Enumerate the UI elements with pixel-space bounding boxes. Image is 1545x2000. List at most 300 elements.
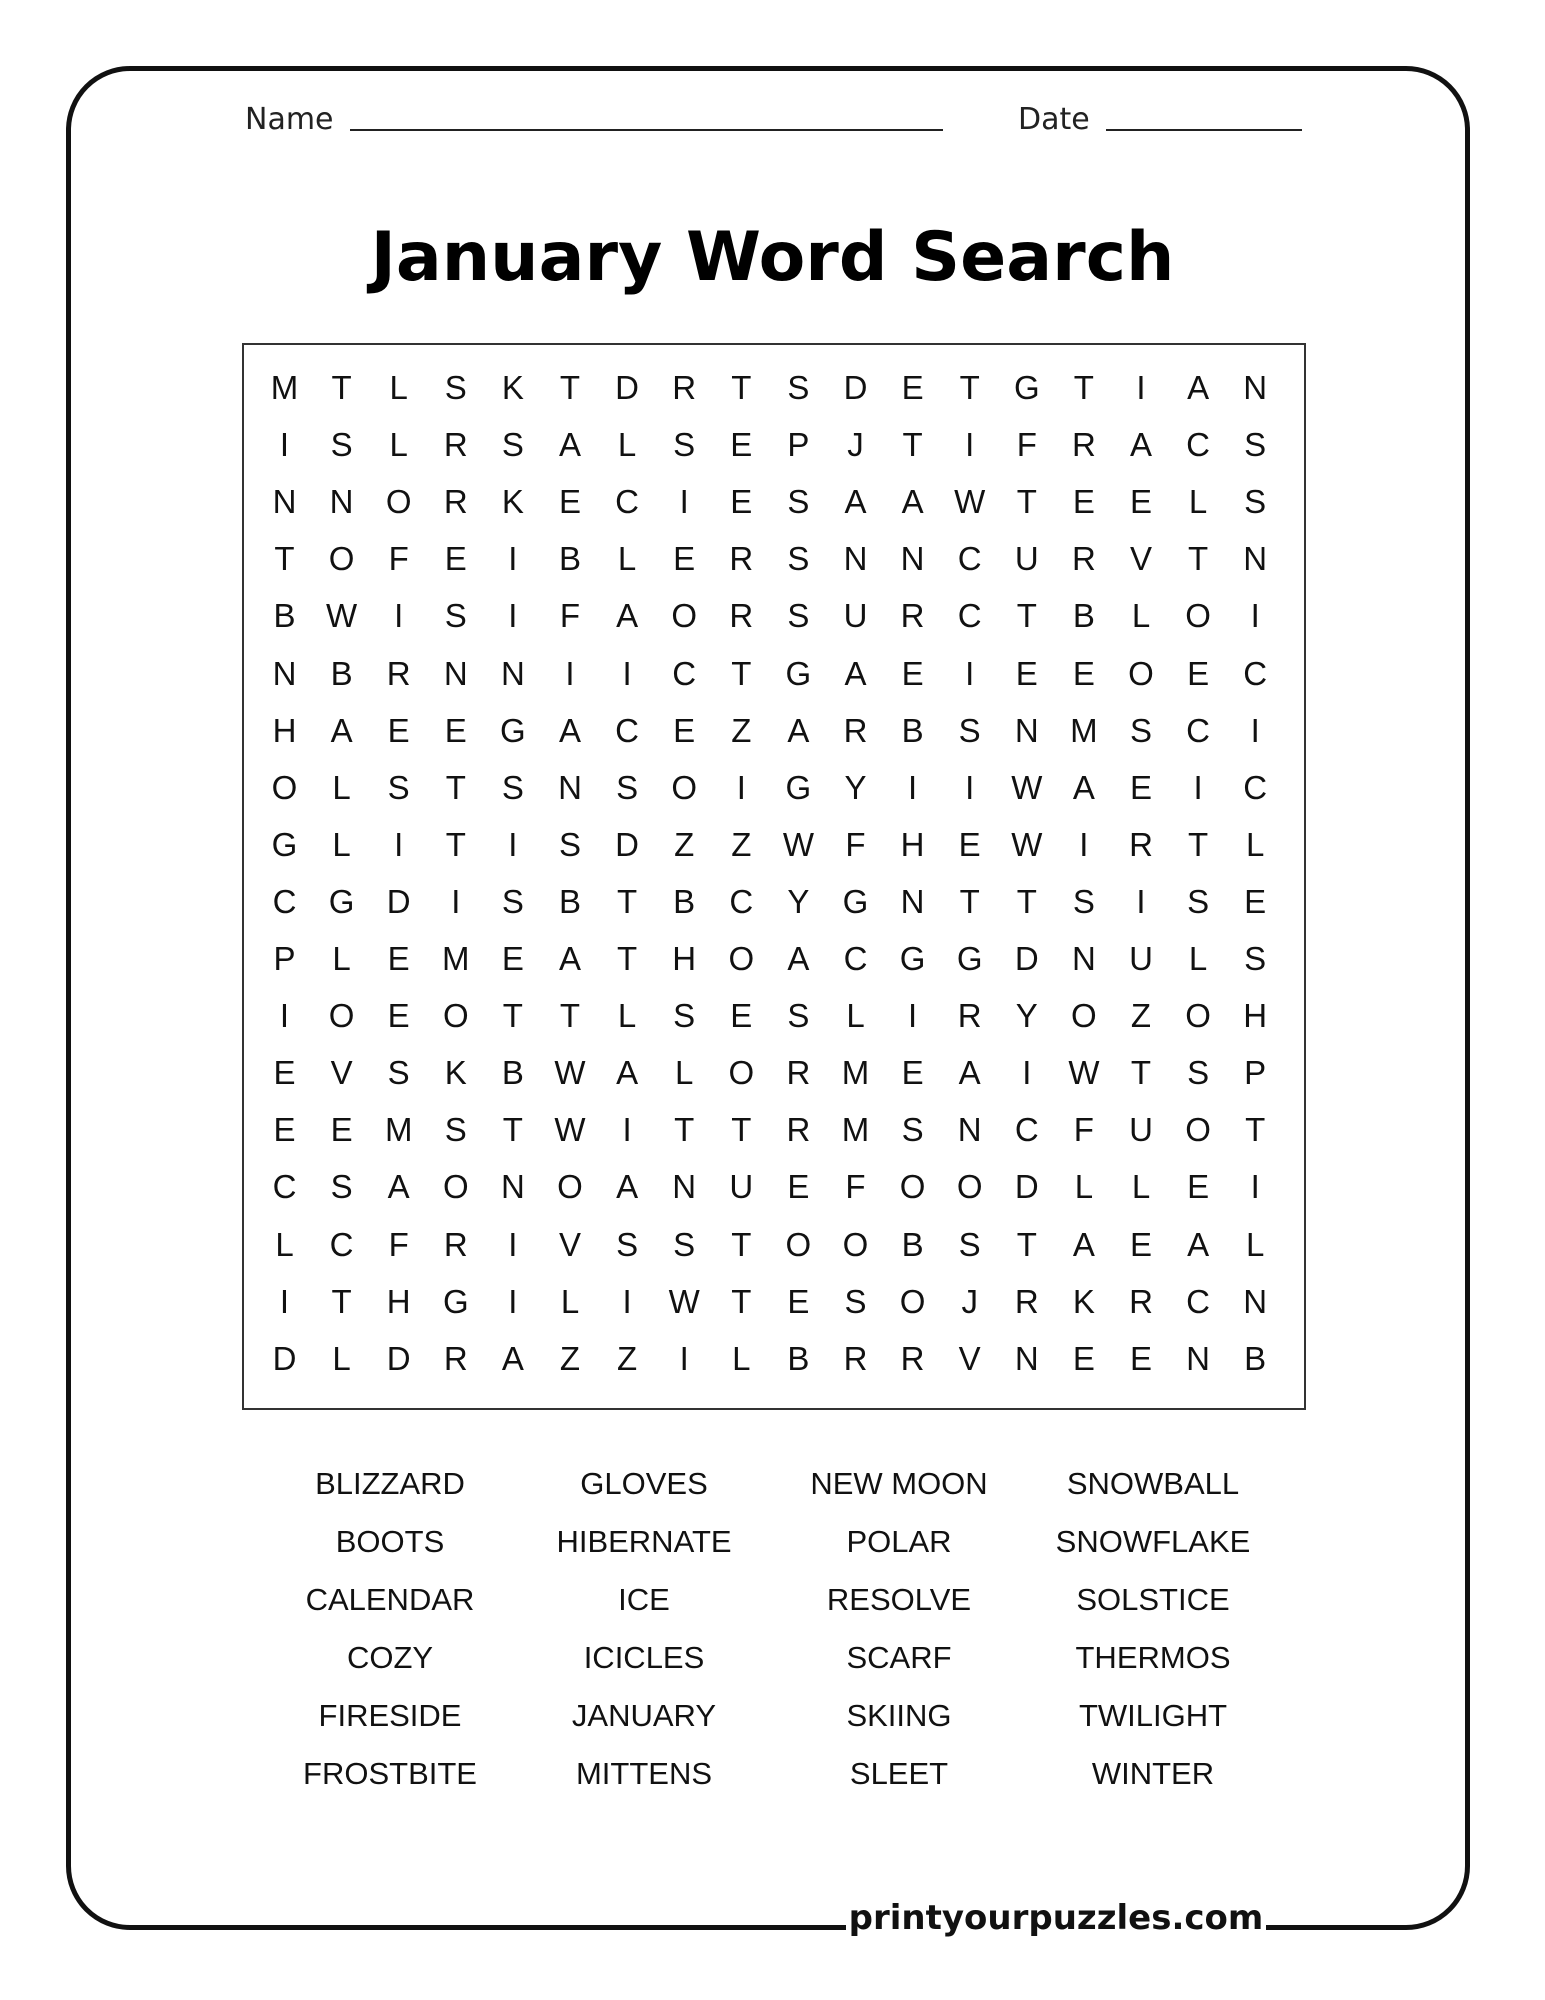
- grid-letter[interactable]: A: [616, 1168, 639, 1206]
- grid-letter[interactable]: E: [901, 654, 924, 692]
- grid-letter[interactable]: I: [1250, 1168, 1260, 1206]
- grid-letter[interactable]: L: [1188, 483, 1208, 521]
- grid-letter[interactable]: O: [899, 1282, 926, 1320]
- grid-letter[interactable]: A: [501, 1339, 524, 1377]
- grid-letter[interactable]: E: [901, 369, 924, 406]
- grid-letter[interactable]: T: [1245, 1111, 1266, 1149]
- grid-letter[interactable]: I: [508, 540, 518, 578]
- grid-letter[interactable]: G: [785, 768, 812, 806]
- grid-letter[interactable]: E: [444, 540, 467, 578]
- grid-letter[interactable]: E: [273, 1111, 296, 1149]
- grid-letter[interactable]: T: [731, 369, 752, 406]
- grid-letter[interactable]: O: [671, 597, 698, 635]
- grid-letter[interactable]: Z: [731, 711, 752, 749]
- grid-letter[interactable]: I: [279, 426, 290, 464]
- grid-letter[interactable]: I: [622, 1111, 632, 1149]
- grid-letter[interactable]: I: [508, 1282, 518, 1320]
- grid-letter[interactable]: A: [844, 654, 867, 692]
- grid-letter[interactable]: U: [1129, 1111, 1153, 1149]
- grid-letter[interactable]: T: [1073, 369, 1094, 406]
- grid-letter[interactable]: S: [844, 1282, 867, 1320]
- grid-letter[interactable]: T: [502, 1111, 523, 1149]
- grid-letter[interactable]: S: [330, 426, 353, 464]
- grid-letter[interactable]: L: [1074, 1168, 1094, 1206]
- grid-letter[interactable]: I: [279, 997, 290, 1035]
- grid-letter[interactable]: J: [961, 1282, 978, 1320]
- grid-letter[interactable]: D: [843, 369, 868, 406]
- grid-letter[interactable]: I: [394, 597, 404, 635]
- grid-letter[interactable]: O: [785, 1225, 812, 1263]
- grid-letter[interactable]: W: [1011, 825, 1043, 863]
- grid-letter[interactable]: T: [1188, 540, 1209, 578]
- grid-letter[interactable]: E: [730, 426, 753, 464]
- grid-letter[interactable]: L: [617, 540, 637, 578]
- grid-letter[interactable]: Z: [1130, 997, 1152, 1035]
- grid-letter[interactable]: G: [442, 1282, 469, 1320]
- grid-letter[interactable]: A: [616, 1054, 639, 1092]
- grid-letter[interactable]: K: [1072, 1282, 1095, 1320]
- grid-letter[interactable]: O: [557, 1168, 583, 1206]
- grid-letter[interactable]: N: [558, 768, 582, 806]
- grid-letter[interactable]: T: [1016, 483, 1037, 521]
- grid-letter[interactable]: D: [272, 1339, 297, 1377]
- grid-letter[interactable]: O: [956, 1168, 983, 1206]
- grid-letter[interactable]: C: [1243, 654, 1268, 692]
- grid-letter[interactable]: T: [1130, 1054, 1152, 1092]
- grid-letter[interactable]: L: [1131, 1168, 1151, 1206]
- grid-letter[interactable]: T: [445, 825, 466, 863]
- grid-letter[interactable]: H: [386, 1282, 411, 1320]
- grid-letter[interactable]: E: [673, 540, 696, 578]
- grid-letter[interactable]: R: [900, 597, 925, 635]
- grid-letter[interactable]: I: [965, 426, 975, 464]
- grid-letter[interactable]: L: [846, 997, 865, 1035]
- grid-letter[interactable]: N: [1014, 1339, 1039, 1377]
- name-field-line[interactable]: [350, 129, 943, 131]
- grid-letter[interactable]: S: [1129, 711, 1152, 749]
- grid-letter[interactable]: I: [679, 483, 689, 521]
- grid-letter[interactable]: G: [1013, 369, 1040, 406]
- grid-letter[interactable]: L: [332, 825, 351, 863]
- grid-letter[interactable]: L: [617, 997, 637, 1035]
- grid-letter[interactable]: A: [558, 426, 581, 464]
- grid-letter[interactable]: T: [1016, 882, 1037, 920]
- grid-letter[interactable]: F: [845, 1168, 866, 1206]
- grid-letter[interactable]: A: [1129, 426, 1152, 464]
- grid-letter[interactable]: U: [729, 1168, 754, 1206]
- grid-letter[interactable]: T: [731, 1225, 752, 1263]
- grid-letter[interactable]: U: [843, 597, 868, 635]
- grid-letter[interactable]: Z: [731, 825, 752, 863]
- grid-letter[interactable]: O: [728, 1054, 755, 1092]
- grid-letter[interactable]: E: [1129, 483, 1152, 521]
- grid-letter[interactable]: M: [841, 1111, 870, 1149]
- grid-letter[interactable]: T: [445, 768, 466, 806]
- grid-letter[interactable]: C: [272, 882, 297, 920]
- grid-letter[interactable]: C: [1186, 426, 1211, 464]
- grid-letter[interactable]: G: [842, 882, 869, 920]
- grid-letter[interactable]: O: [671, 768, 698, 806]
- grid-letter[interactable]: O: [442, 997, 469, 1035]
- grid-letter[interactable]: A: [787, 940, 810, 977]
- grid-letter[interactable]: U: [1129, 940, 1153, 977]
- grid-letter[interactable]: R: [1129, 1282, 1153, 1320]
- grid-letter[interactable]: E: [730, 483, 753, 521]
- grid-letter[interactable]: H: [1243, 997, 1268, 1035]
- grid-letter[interactable]: C: [1014, 1111, 1039, 1149]
- grid-letter[interactable]: W: [782, 825, 814, 863]
- grid-letter[interactable]: M: [270, 369, 299, 406]
- grid-letter[interactable]: C: [1186, 711, 1211, 749]
- grid-letter[interactable]: I: [279, 1282, 290, 1320]
- grid-letter[interactable]: T: [617, 882, 638, 920]
- grid-letter[interactable]: N: [672, 1168, 697, 1206]
- grid-letter[interactable]: S: [387, 1054, 410, 1092]
- grid-letter[interactable]: I: [679, 1339, 689, 1377]
- grid-letter[interactable]: C: [957, 597, 982, 635]
- grid-letter[interactable]: O: [271, 768, 298, 806]
- grid-letter[interactable]: E: [387, 940, 410, 977]
- grid-letter[interactable]: I: [965, 654, 975, 692]
- grid-letter[interactable]: Z: [559, 1339, 581, 1377]
- grid-letter[interactable]: E: [444, 711, 467, 749]
- grid-letter[interactable]: R: [672, 369, 697, 406]
- grid-letter[interactable]: O: [728, 940, 755, 977]
- grid-letter[interactable]: B: [558, 540, 581, 578]
- grid-letter[interactable]: N: [500, 1168, 525, 1206]
- grid-letter[interactable]: E: [1129, 768, 1152, 806]
- grid-letter[interactable]: R: [957, 997, 982, 1035]
- grid-letter[interactable]: E: [787, 1282, 810, 1320]
- grid-letter[interactable]: S: [616, 1225, 639, 1263]
- grid-letter[interactable]: L: [560, 1282, 580, 1320]
- grid-letter[interactable]: C: [1243, 768, 1268, 806]
- grid-letter[interactable]: E: [330, 1111, 353, 1149]
- grid-letter[interactable]: F: [1073, 1111, 1094, 1149]
- grid-letter[interactable]: G: [271, 825, 298, 863]
- grid-letter[interactable]: R: [729, 597, 754, 635]
- grid-letter[interactable]: W: [326, 597, 358, 635]
- grid-letter[interactable]: N: [443, 654, 468, 692]
- grid-letter[interactable]: S: [673, 997, 696, 1035]
- grid-letter[interactable]: I: [508, 597, 518, 635]
- grid-letter[interactable]: W: [1011, 768, 1043, 806]
- grid-letter[interactable]: I: [508, 1225, 518, 1263]
- grid-letter[interactable]: T: [559, 997, 581, 1035]
- grid-letter[interactable]: I: [1136, 369, 1146, 406]
- grid-letter[interactable]: S: [501, 768, 524, 806]
- grid-letter[interactable]: S: [1072, 882, 1095, 920]
- grid-letter[interactable]: V: [330, 1054, 353, 1092]
- grid-letter[interactable]: O: [328, 997, 355, 1035]
- grid-letter[interactable]: Z: [617, 1339, 638, 1377]
- grid-letter[interactable]: C: [843, 940, 868, 977]
- grid-letter[interactable]: A: [787, 711, 810, 749]
- grid-letter[interactable]: O: [1185, 997, 1211, 1035]
- grid-letter[interactable]: W: [954, 483, 986, 521]
- grid-letter[interactable]: M: [1070, 711, 1098, 749]
- grid-letter[interactable]: L: [1246, 825, 1265, 863]
- grid-letter[interactable]: L: [1246, 1225, 1265, 1263]
- grid-letter[interactable]: S: [958, 711, 981, 749]
- grid-letter[interactable]: N: [1014, 711, 1039, 749]
- grid-letter[interactable]: I: [622, 1282, 632, 1320]
- grid-letter[interactable]: N: [843, 540, 868, 578]
- grid-letter[interactable]: T: [502, 997, 523, 1035]
- grid-letter[interactable]: O: [385, 483, 412, 521]
- grid-letter[interactable]: G: [328, 882, 355, 920]
- grid-letter[interactable]: E: [1187, 654, 1210, 692]
- grid-letter[interactable]: T: [674, 1111, 695, 1149]
- grid-letter[interactable]: R: [786, 1111, 811, 1149]
- grid-letter[interactable]: N: [1186, 1339, 1211, 1377]
- grid-letter[interactable]: E: [1072, 1339, 1095, 1377]
- grid-letter[interactable]: F: [845, 825, 866, 863]
- grid-letter[interactable]: O: [1071, 997, 1097, 1035]
- grid-letter[interactable]: G: [956, 940, 983, 977]
- grid-letter[interactable]: D: [615, 369, 640, 406]
- grid-letter[interactable]: R: [1129, 825, 1153, 863]
- grid-letter[interactable]: C: [957, 540, 982, 578]
- grid-letter[interactable]: I: [965, 768, 975, 806]
- grid-letter[interactable]: K: [501, 369, 524, 406]
- grid-letter[interactable]: E: [1072, 483, 1095, 521]
- grid-letter[interactable]: A: [330, 711, 353, 749]
- grid-letter[interactable]: A: [844, 483, 867, 521]
- grid-letter[interactable]: C: [672, 654, 697, 692]
- grid-letter[interactable]: L: [732, 1339, 751, 1377]
- grid-letter[interactable]: E: [958, 825, 981, 863]
- grid-letter[interactable]: B: [273, 597, 296, 635]
- grid-letter[interactable]: S: [787, 997, 810, 1035]
- grid-letter[interactable]: G: [785, 654, 812, 692]
- grid-letter[interactable]: A: [387, 1168, 410, 1206]
- grid-letter[interactable]: R: [443, 1339, 468, 1377]
- grid-letter[interactable]: S: [1187, 1054, 1210, 1092]
- grid-letter[interactable]: R: [786, 1054, 811, 1092]
- grid-letter[interactable]: C: [272, 1168, 297, 1206]
- grid-letter[interactable]: L: [389, 369, 408, 406]
- grid-letter[interactable]: V: [1129, 540, 1152, 578]
- grid-letter[interactable]: V: [558, 1225, 581, 1263]
- grid-letter[interactable]: S: [787, 597, 810, 635]
- grid-letter[interactable]: T: [1016, 1225, 1037, 1263]
- grid-letter[interactable]: S: [558, 825, 581, 863]
- grid-letter[interactable]: S: [616, 768, 639, 806]
- grid-letter[interactable]: O: [442, 1168, 469, 1206]
- grid-letter[interactable]: R: [386, 654, 411, 692]
- grid-letter[interactable]: F: [559, 597, 581, 635]
- grid-letter[interactable]: I: [394, 825, 404, 863]
- grid-letter[interactable]: U: [1014, 540, 1039, 578]
- grid-letter[interactable]: S: [958, 1225, 981, 1263]
- grid-letter[interactable]: B: [901, 1225, 924, 1263]
- grid-letter[interactable]: Y: [1015, 997, 1038, 1035]
- grid-letter[interactable]: N: [1243, 1282, 1268, 1320]
- grid-letter[interactable]: A: [958, 1054, 981, 1092]
- grid-letter[interactable]: T: [1188, 825, 1209, 863]
- grid-letter[interactable]: H: [672, 940, 697, 977]
- grid-letter[interactable]: T: [959, 882, 980, 920]
- grid-letter[interactable]: S: [330, 1168, 353, 1206]
- grid-letter[interactable]: R: [843, 1339, 868, 1377]
- grid-letter[interactable]: L: [1188, 940, 1208, 977]
- grid-letter[interactable]: R: [1014, 1282, 1039, 1320]
- grid-letter[interactable]: T: [959, 369, 980, 406]
- grid-letter[interactable]: C: [729, 882, 754, 920]
- grid-letter[interactable]: N: [272, 483, 297, 521]
- grid-letter[interactable]: A: [558, 711, 581, 749]
- grid-letter[interactable]: J: [847, 426, 864, 464]
- grid-letter[interactable]: H: [272, 711, 297, 749]
- grid-letter[interactable]: S: [1244, 940, 1267, 977]
- grid-letter[interactable]: O: [1185, 597, 1211, 635]
- grid-letter[interactable]: P: [273, 940, 296, 977]
- grid-letter[interactable]: E: [730, 997, 753, 1035]
- grid-letter[interactable]: P: [787, 426, 810, 464]
- grid-letter[interactable]: G: [899, 940, 926, 977]
- grid-letter[interactable]: F: [1016, 426, 1037, 464]
- grid-letter[interactable]: E: [501, 940, 524, 977]
- grid-letter[interactable]: B: [501, 1054, 524, 1092]
- grid-letter[interactable]: E: [1129, 1225, 1152, 1263]
- grid-letter[interactable]: I: [565, 654, 575, 692]
- grid-letter[interactable]: B: [673, 882, 696, 920]
- grid-letter[interactable]: O: [1128, 654, 1154, 692]
- grid-letter[interactable]: H: [900, 825, 925, 863]
- grid-letter[interactable]: I: [622, 654, 632, 692]
- grid-letter[interactable]: I: [451, 882, 461, 920]
- grid-letter[interactable]: Z: [674, 825, 695, 863]
- grid-letter[interactable]: L: [617, 426, 637, 464]
- grid-letter[interactable]: L: [675, 1054, 694, 1092]
- grid-letter[interactable]: B: [1244, 1339, 1267, 1377]
- grid-letter[interactable]: N: [957, 1111, 982, 1149]
- grid-letter[interactable]: T: [731, 654, 752, 692]
- grid-letter[interactable]: L: [332, 940, 351, 977]
- grid-letter[interactable]: K: [501, 483, 524, 521]
- grid-letter[interactable]: S: [787, 540, 810, 578]
- grid-letter[interactable]: S: [787, 369, 810, 406]
- grid-letter[interactable]: R: [900, 1339, 925, 1377]
- grid-letter[interactable]: O: [899, 1168, 926, 1206]
- grid-letter[interactable]: I: [1079, 825, 1089, 863]
- grid-letter[interactable]: B: [330, 654, 353, 692]
- grid-letter[interactable]: I: [1250, 597, 1260, 635]
- grid-letter[interactable]: I: [736, 768, 746, 806]
- grid-letter[interactable]: C: [615, 711, 640, 749]
- grid-letter[interactable]: D: [386, 882, 411, 920]
- grid-letter[interactable]: D: [615, 825, 640, 863]
- grid-letter[interactable]: N: [1071, 940, 1096, 977]
- grid-letter[interactable]: T: [731, 1282, 752, 1320]
- grid-letter[interactable]: I: [908, 768, 918, 806]
- grid-letter[interactable]: G: [500, 711, 526, 749]
- grid-letter[interactable]: E: [558, 483, 581, 521]
- grid-letter[interactable]: E: [273, 1054, 296, 1092]
- grid-letter[interactable]: A: [1187, 369, 1210, 406]
- grid-letter[interactable]: A: [1187, 1225, 1210, 1263]
- grid-letter[interactable]: A: [616, 597, 639, 635]
- grid-letter[interactable]: R: [843, 711, 868, 749]
- grid-letter[interactable]: N: [900, 882, 925, 920]
- grid-letter[interactable]: R: [443, 426, 468, 464]
- grid-letter[interactable]: B: [558, 882, 581, 920]
- grid-letter[interactable]: N: [1243, 540, 1268, 578]
- grid-letter[interactable]: E: [387, 711, 410, 749]
- grid-letter[interactable]: E: [787, 1168, 810, 1206]
- grid-letter[interactable]: T: [331, 1282, 352, 1320]
- grid-letter[interactable]: V: [958, 1339, 981, 1377]
- grid-letter[interactable]: L: [1131, 597, 1151, 635]
- grid-letter[interactable]: Y: [844, 768, 867, 806]
- grid-letter[interactable]: A: [558, 940, 581, 977]
- grid-letter[interactable]: O: [1185, 1111, 1211, 1149]
- grid-letter[interactable]: E: [1015, 654, 1038, 692]
- grid-letter[interactable]: P: [1244, 1054, 1267, 1092]
- grid-letter[interactable]: W: [554, 1111, 586, 1149]
- grid-letter[interactable]: R: [443, 483, 468, 521]
- grid-letter[interactable]: T: [1016, 597, 1037, 635]
- grid-letter[interactable]: D: [386, 1339, 411, 1377]
- grid-letter[interactable]: N: [1243, 369, 1268, 406]
- grid-letter[interactable]: S: [444, 1111, 467, 1149]
- grid-letter[interactable]: T: [617, 940, 638, 977]
- grid-letter[interactable]: Y: [787, 882, 810, 920]
- grid-letter[interactable]: T: [559, 369, 581, 406]
- grid-letter[interactable]: T: [331, 369, 352, 406]
- grid-letter[interactable]: I: [1250, 711, 1260, 749]
- grid-letter[interactable]: N: [329, 483, 354, 521]
- grid-letter[interactable]: C: [1186, 1282, 1211, 1320]
- grid-letter[interactable]: S: [501, 882, 524, 920]
- grid-letter[interactable]: I: [1193, 768, 1203, 806]
- grid-letter[interactable]: E: [673, 711, 696, 749]
- grid-letter[interactable]: A: [1072, 1225, 1095, 1263]
- grid-letter[interactable]: E: [387, 997, 410, 1035]
- grid-letter[interactable]: R: [1071, 540, 1096, 578]
- grid-letter[interactable]: B: [787, 1339, 810, 1377]
- grid-letter[interactable]: S: [673, 1225, 696, 1263]
- grid-letter[interactable]: E: [901, 1054, 924, 1092]
- grid-letter[interactable]: R: [1071, 426, 1096, 464]
- grid-letter[interactable]: L: [332, 768, 351, 806]
- grid-letter[interactable]: B: [1072, 597, 1095, 635]
- grid-letter[interactable]: E: [1129, 1339, 1152, 1377]
- grid-letter[interactable]: T: [902, 426, 923, 464]
- grid-letter[interactable]: S: [444, 597, 467, 635]
- grid-letter[interactable]: S: [387, 768, 410, 806]
- date-field-line[interactable]: [1106, 129, 1302, 131]
- grid-letter[interactable]: L: [332, 1339, 351, 1377]
- grid-letter[interactable]: O: [328, 540, 355, 578]
- grid-letter[interactable]: D: [1014, 940, 1039, 977]
- grid-letter[interactable]: M: [442, 940, 470, 977]
- grid-letter[interactable]: C: [615, 483, 640, 521]
- grid-letter[interactable]: E: [1187, 1168, 1210, 1206]
- grid-letter[interactable]: I: [908, 997, 918, 1035]
- grid-letter[interactable]: L: [275, 1225, 294, 1263]
- grid-letter[interactable]: N: [500, 654, 525, 692]
- grid-letter[interactable]: W: [554, 1054, 586, 1092]
- grid-letter[interactable]: I: [1022, 1054, 1032, 1092]
- grid-letter[interactable]: A: [1072, 768, 1095, 806]
- grid-letter[interactable]: C: [329, 1225, 354, 1263]
- grid-letter[interactable]: K: [444, 1054, 467, 1092]
- grid-letter[interactable]: S: [1187, 882, 1210, 920]
- grid-letter[interactable]: W: [1068, 1054, 1100, 1092]
- grid-letter[interactable]: B: [901, 711, 924, 749]
